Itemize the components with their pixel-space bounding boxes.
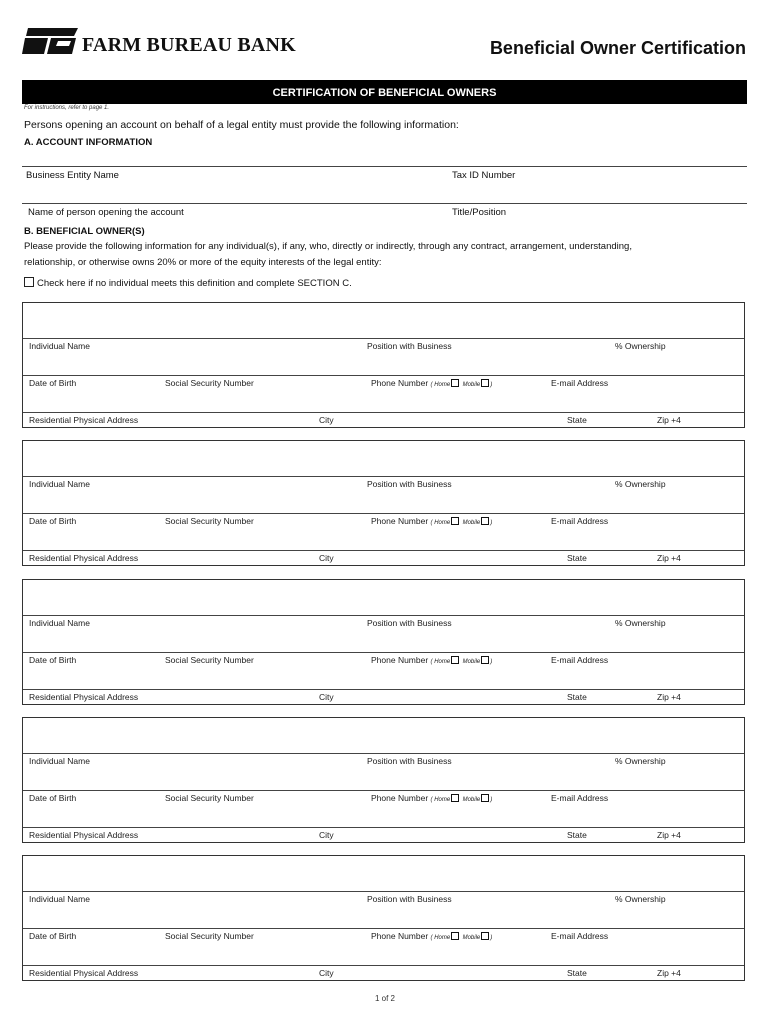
phone-mobile-label: Mobile xyxy=(462,797,481,803)
brand-name: FARM BUREAU BANK xyxy=(82,34,296,56)
farm-bureau-logo-icon xyxy=(22,26,80,56)
ownership-field[interactable]: % Ownership xyxy=(615,479,666,489)
address-field[interactable]: Residential Physical Address xyxy=(29,968,139,978)
dob-field[interactable]: Date of Birth xyxy=(29,931,77,941)
phone-field[interactable] xyxy=(371,793,492,803)
address-field[interactable]: Residential Physical Address xyxy=(29,692,139,702)
phone-label: Phone Number xyxy=(371,516,429,526)
beneficial-owner-block xyxy=(22,440,745,566)
row-divider xyxy=(23,928,744,929)
ssn-field[interactable]: Social Security Number xyxy=(165,793,254,803)
row-divider xyxy=(23,965,744,966)
instructions-note: For instructions, refer to page 1. xyxy=(24,105,110,111)
zip-field[interactable]: Zip +4 xyxy=(657,830,681,840)
home-checkbox[interactable] xyxy=(451,517,459,525)
beneficial-owner-block xyxy=(22,579,745,705)
email-field[interactable]: E-mail Address xyxy=(551,931,609,941)
ownership-field[interactable]: % Ownership xyxy=(615,894,666,904)
state-field[interactable]: State xyxy=(567,553,587,563)
row-divider xyxy=(23,689,744,690)
email-field[interactable]: E-mail Address xyxy=(551,793,609,803)
phone-field[interactable] xyxy=(371,931,492,941)
ownership-field[interactable]: % Ownership xyxy=(615,618,666,628)
phone-mobile-label: Mobile xyxy=(462,935,481,941)
row-divider xyxy=(23,753,744,754)
address-field[interactable]: Residential Physical Address xyxy=(29,553,139,563)
state-field[interactable]: State xyxy=(567,968,587,978)
no-individual-check[interactable] xyxy=(24,277,352,289)
no-individual-label: Check here if no individual meets this definition and complete SECTION C. xyxy=(37,278,352,289)
phone-mobile-label: Mobile xyxy=(462,659,481,665)
state-field[interactable]: State xyxy=(567,830,587,840)
position-field[interactable]: Position with Business xyxy=(367,479,452,489)
row-divider xyxy=(23,615,744,616)
ssn-field[interactable]: Social Security Number xyxy=(165,378,254,388)
individual-name-field[interactable]: Individual Name xyxy=(29,341,90,351)
bank-logo xyxy=(22,24,296,56)
mobile-checkbox[interactable] xyxy=(481,517,489,525)
city-field[interactable]: City xyxy=(319,553,334,563)
dob-field[interactable]: Date of Birth xyxy=(29,516,77,526)
state-field[interactable]: State xyxy=(567,692,587,702)
phone-label: Phone Number xyxy=(371,378,429,388)
phone-close-paren: ) xyxy=(490,797,493,803)
phone-field[interactable] xyxy=(371,655,492,665)
phone-close-paren: ) xyxy=(490,382,493,388)
section-b-heading: B. BENEFICIAL OWNER(S) xyxy=(24,226,145,237)
beneficial-owner-block xyxy=(22,302,745,428)
city-field[interactable]: City xyxy=(319,830,334,840)
phone-label: Phone Number xyxy=(371,931,429,941)
position-field[interactable]: Position with Business xyxy=(367,756,452,766)
mobile-checkbox[interactable] xyxy=(481,932,489,940)
person-opening-field[interactable]: Name of person opening the account xyxy=(28,207,184,218)
checkbox[interactable] xyxy=(24,277,34,287)
email-field[interactable]: E-mail Address xyxy=(551,655,609,665)
home-checkbox[interactable] xyxy=(451,932,459,940)
business-entity-name-field[interactable]: Business Entity Name xyxy=(26,170,119,181)
phone-home-label: ( Home xyxy=(430,935,451,941)
ownership-field[interactable]: % Ownership xyxy=(615,756,666,766)
phone-close-paren: ) xyxy=(490,659,493,665)
row-divider xyxy=(23,513,744,514)
individual-name-field[interactable]: Individual Name xyxy=(29,618,90,628)
position-field[interactable]: Position with Business xyxy=(367,341,452,351)
phone-home-label: ( Home xyxy=(430,659,451,665)
beneficial-owner-block xyxy=(22,855,745,981)
divider xyxy=(22,166,747,167)
section-b-description-line2: relationship, or otherwise owns 20% or more of the equity interests of the legal entity: xyxy=(24,257,382,268)
address-field[interactable]: Residential Physical Address xyxy=(29,415,139,425)
row-divider xyxy=(23,476,744,477)
document-title: Beneficial Owner Certification xyxy=(489,38,746,58)
position-field[interactable]: Position with Business xyxy=(367,894,452,904)
address-field[interactable]: Residential Physical Address xyxy=(29,830,139,840)
email-field[interactable]: E-mail Address xyxy=(551,516,609,526)
phone-label: Phone Number xyxy=(371,655,429,665)
phone-home-label: ( Home xyxy=(430,520,451,526)
state-field[interactable]: State xyxy=(567,415,587,425)
city-field[interactable]: City xyxy=(319,692,334,702)
phone-mobile-label: Mobile xyxy=(462,520,481,526)
tax-id-field[interactable]: Tax ID Number xyxy=(452,170,516,181)
section-a-heading: A. ACCOUNT INFORMATION xyxy=(24,137,153,148)
row-divider xyxy=(23,652,744,653)
page-number: 1 of 2 xyxy=(374,994,395,1003)
ssn-field[interactable]: Social Security Number xyxy=(165,655,254,665)
individual-name-field[interactable]: Individual Name xyxy=(29,756,90,766)
phone-close-paren: ) xyxy=(490,520,493,526)
home-checkbox[interactable] xyxy=(451,379,459,387)
dob-field[interactable]: Date of Birth xyxy=(29,655,77,665)
section-b-description-line1: Please provide the following information for any individual(s), if any, who, directly or indirectly, through any contract, arrangement, understanding, xyxy=(24,241,632,252)
divider xyxy=(22,203,747,204)
phone-label: Phone Number xyxy=(371,793,429,803)
row-divider xyxy=(23,790,744,791)
phone-home-label: ( Home xyxy=(430,382,451,388)
phone-home-label: ( Home xyxy=(430,797,451,803)
phone-field[interactable] xyxy=(371,516,492,526)
phone-close-paren: ) xyxy=(490,935,493,941)
phone-mobile-label: Mobile xyxy=(462,382,481,388)
dob-field[interactable]: Date of Birth xyxy=(29,793,77,803)
phone-field[interactable] xyxy=(371,378,492,388)
individual-name-field[interactable]: Individual Name xyxy=(29,479,90,489)
dob-field[interactable]: Date of Birth xyxy=(29,378,77,388)
row-divider xyxy=(23,375,744,376)
zip-field[interactable]: Zip +4 xyxy=(657,553,681,563)
beneficial-owner-block xyxy=(22,717,745,843)
ssn-field[interactable]: Social Security Number xyxy=(165,516,254,526)
home-checkbox[interactable] xyxy=(451,794,459,802)
ssn-field[interactable]: Social Security Number xyxy=(165,931,254,941)
city-field[interactable]: City xyxy=(319,415,334,425)
home-checkbox[interactable] xyxy=(451,656,459,664)
title-position-field[interactable]: Title/Position xyxy=(452,207,507,218)
mobile-checkbox[interactable] xyxy=(481,794,489,802)
individual-name-field[interactable]: Individual Name xyxy=(29,894,90,904)
mobile-checkbox[interactable] xyxy=(481,656,489,664)
mobile-checkbox[interactable] xyxy=(481,379,489,387)
zip-field[interactable]: Zip +4 xyxy=(657,692,681,702)
row-divider xyxy=(23,412,744,413)
ownership-field[interactable]: % Ownership xyxy=(615,341,666,351)
intro-text: Persons opening an account on behalf of a legal entity must provide the following information: xyxy=(24,119,459,131)
email-field[interactable]: E-mail Address xyxy=(551,378,609,388)
row-divider xyxy=(23,338,744,339)
row-divider xyxy=(23,827,744,828)
row-divider xyxy=(23,891,744,892)
position-field[interactable]: Position with Business xyxy=(367,618,452,628)
row-divider xyxy=(23,550,744,551)
zip-field[interactable]: Zip +4 xyxy=(657,968,681,978)
city-field[interactable]: City xyxy=(319,968,334,978)
zip-field[interactable]: Zip +4 xyxy=(657,415,681,425)
section-banner: CERTIFICATION OF BENEFICIAL OWNERS xyxy=(22,80,747,104)
